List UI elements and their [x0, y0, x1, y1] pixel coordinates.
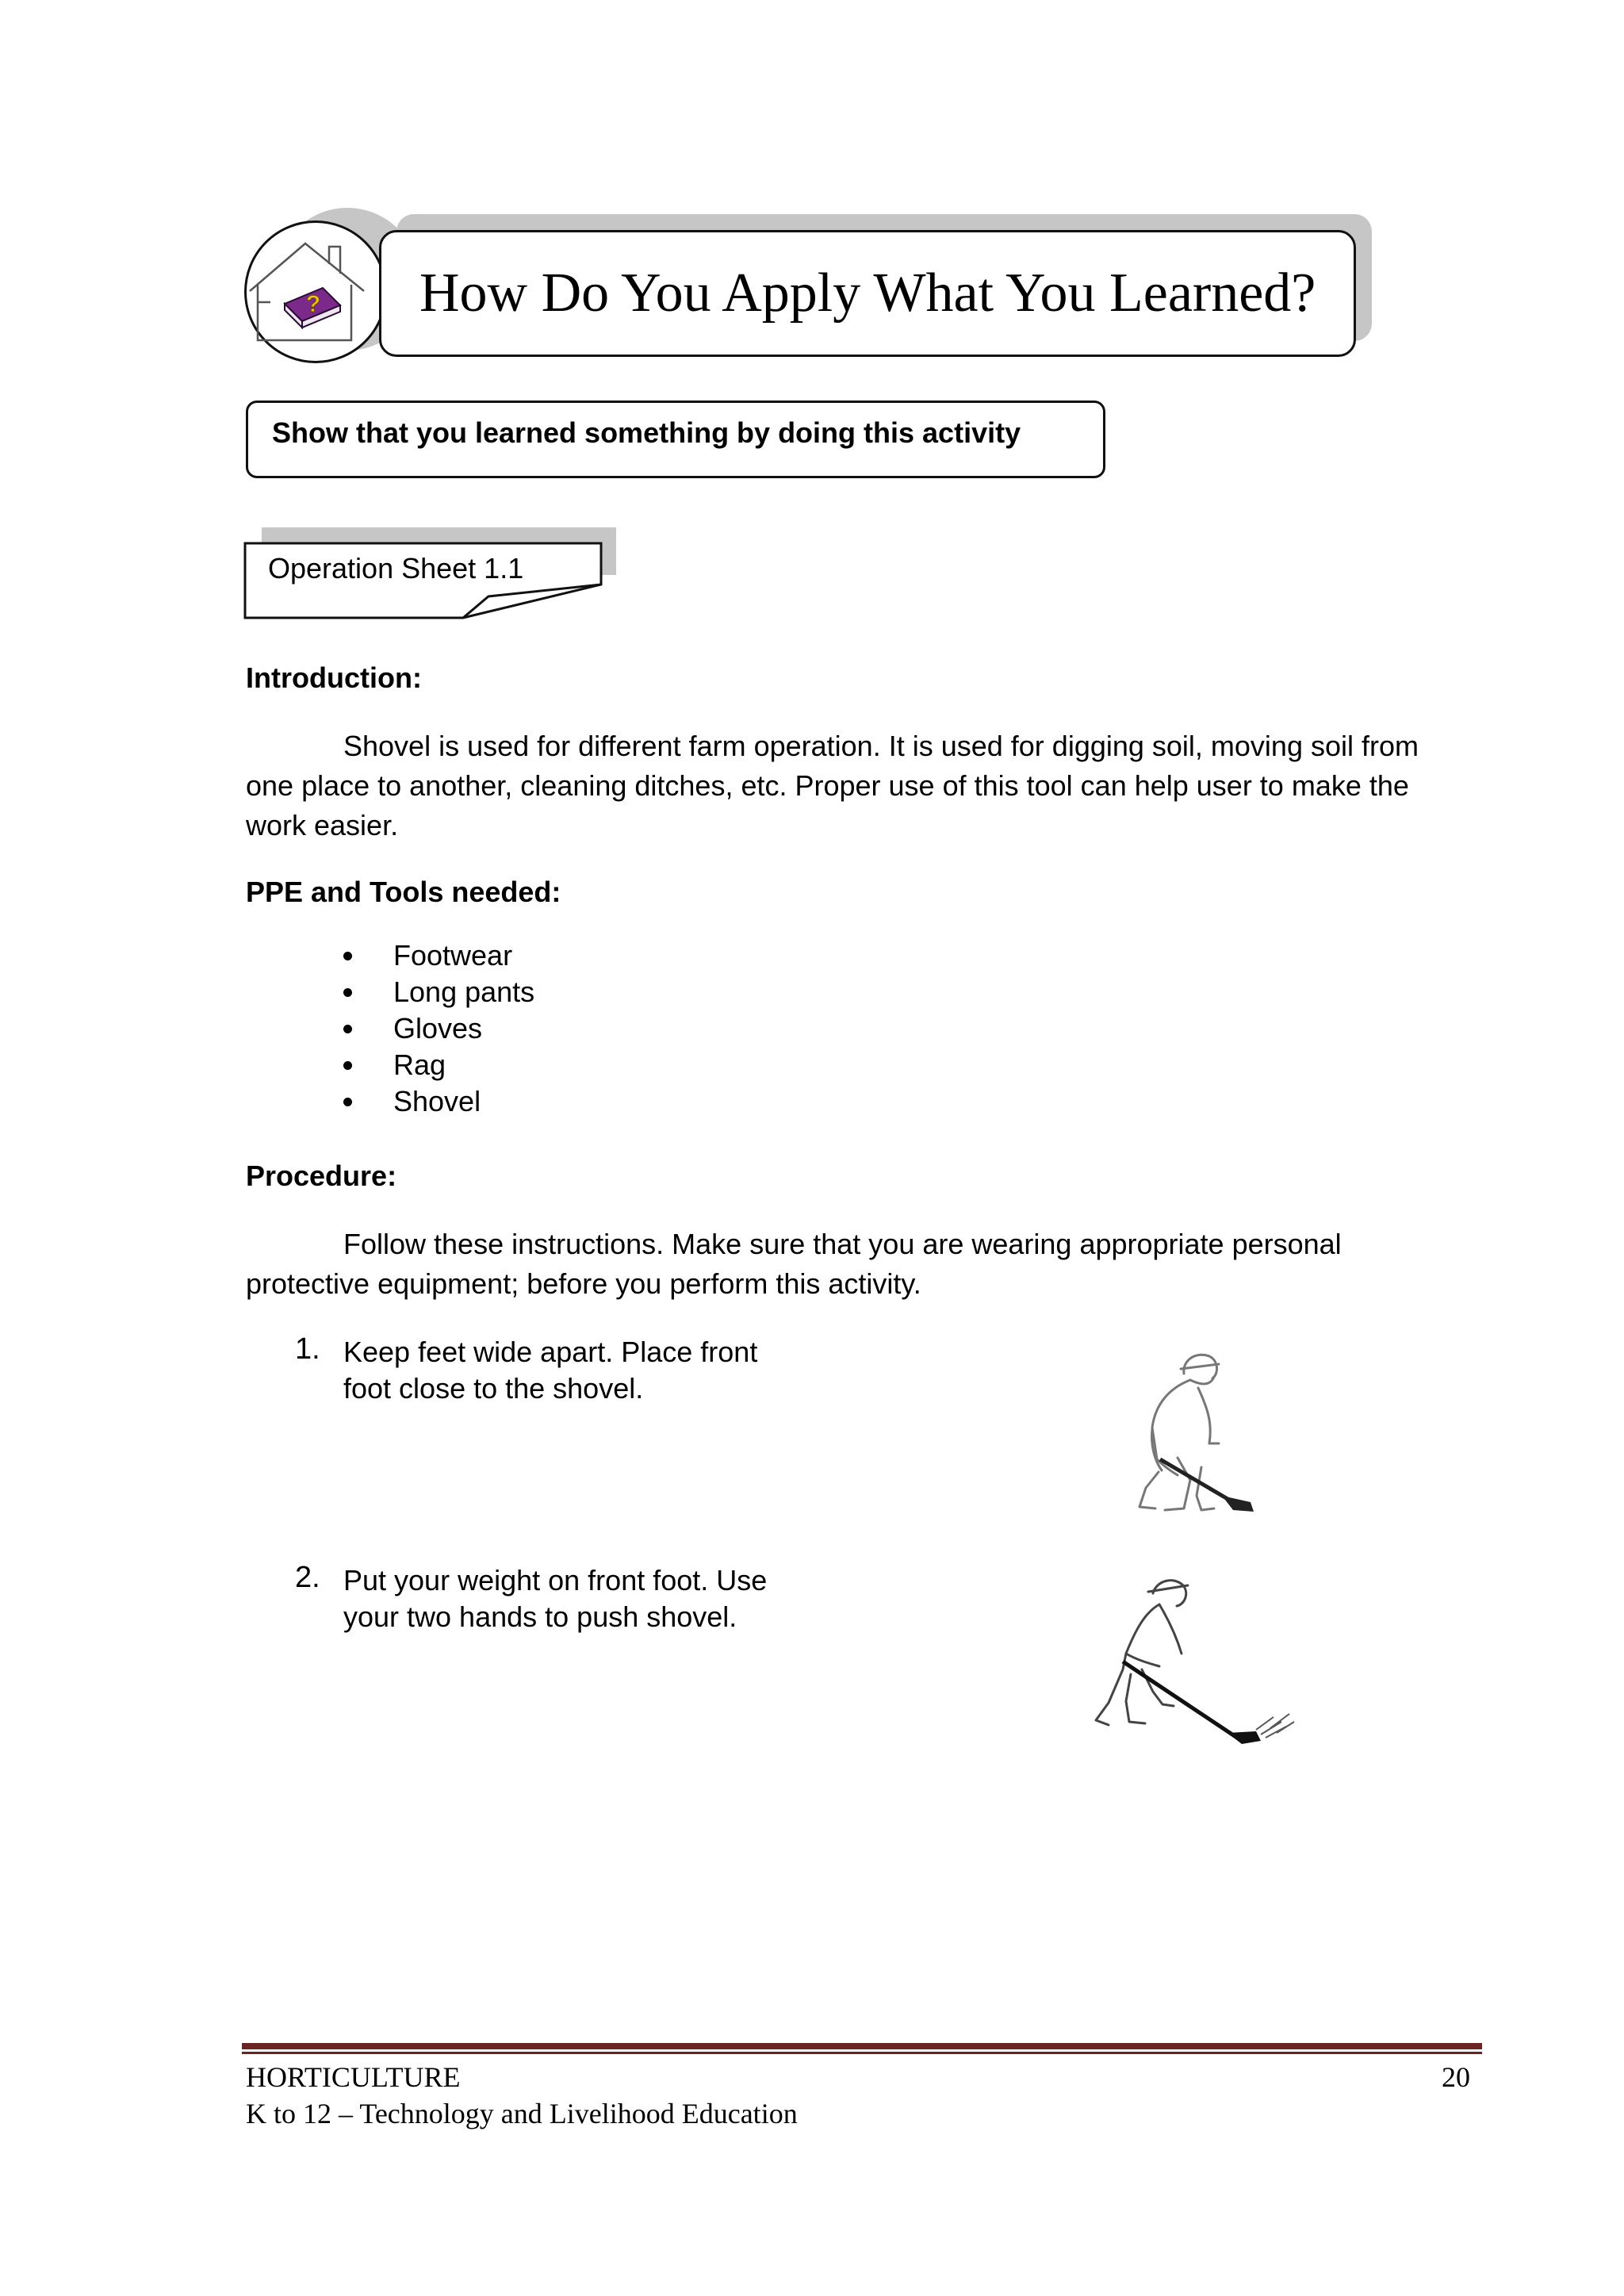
procedure-line-2: protective equipment; before you perform this activity. — [246, 1267, 921, 1300]
ppe-heading: PPE and Tools needed: — [246, 876, 561, 908]
footer-rule-thin — [242, 2052, 1482, 2054]
bullet-icon — [343, 1061, 352, 1070]
introduction-heading: Introduction: — [246, 661, 422, 694]
step-2-line-2: your two hands to push shovel. — [343, 1600, 737, 1633]
worker-shovel-illustration-2 — [1086, 1574, 1324, 1753]
bullet-icon — [343, 952, 352, 960]
footer-course: K to 12 – Technology and Livelihood Education — [246, 2098, 798, 2129]
step-number: 1. — [295, 1332, 320, 1366]
procedure-heading: Procedure: — [246, 1159, 397, 1192]
page-number: 20 — [1442, 2061, 1470, 2093]
introduction-line-1: Shovel is used for different farm operation. It is used for digging soil, moving soil from — [343, 730, 1419, 762]
introduction-line-2: one place to another, cleaning ditches, etc. Proper use of this tool can help user to make the — [246, 769, 1409, 802]
step-1-line-2: foot close to the shovel. — [343, 1372, 644, 1405]
step-number: 2. — [295, 1561, 320, 1594]
bullet-icon — [343, 1025, 352, 1033]
worker-shovel-illustration-1 — [1114, 1340, 1273, 1519]
house-book-question-icon — [244, 220, 387, 363]
bullet-icon — [343, 1098, 352, 1106]
bullet-icon — [343, 988, 352, 997]
section-banner — [379, 230, 1356, 357]
footer-subject: HORTICULTURE — [246, 2061, 461, 2093]
operation-sheet-label: Operation Sheet 1.1 — [268, 552, 524, 585]
footer-rule — [242, 2043, 1482, 2049]
instruction-text: Show that you learned something by doing this activity — [272, 416, 1021, 449]
step-1-line-1: Keep feet wide apart. Place front — [343, 1336, 758, 1368]
instruction-box — [246, 401, 1105, 478]
page-title: How Do You Apply What You Learned? — [419, 263, 1316, 324]
introduction-line-3: work easier. — [246, 809, 399, 841]
procedure-line-1: Follow these instructions. Make sure that you are wearing appropriate personal — [343, 1228, 1342, 1260]
svg-text:?: ? — [305, 291, 321, 317]
step-2-line-1: Put your weight on front foot. Use — [343, 1564, 768, 1596]
